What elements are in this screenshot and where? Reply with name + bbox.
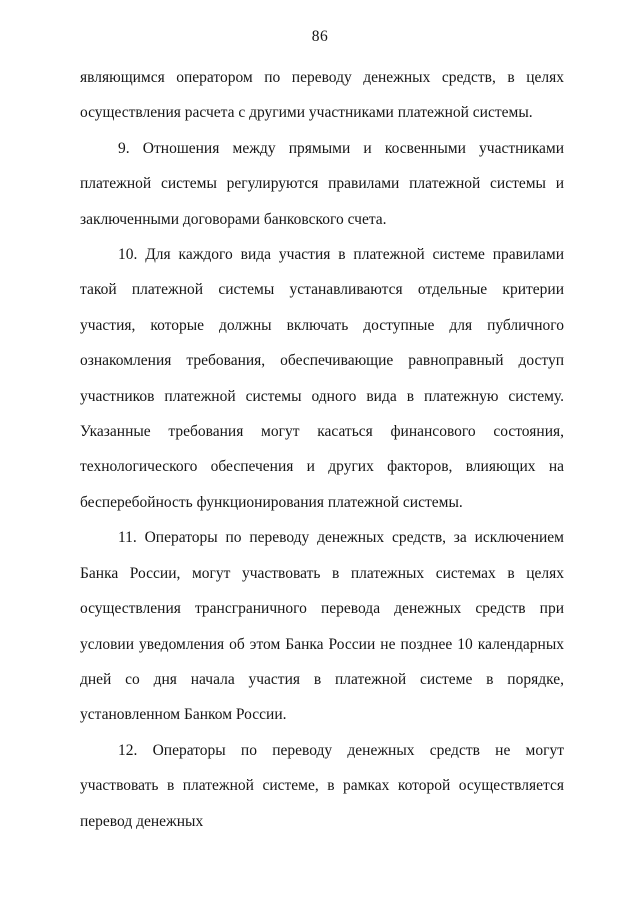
paragraph-item-9: 9. Отношения между прямыми и косвенными участниками платежной системы регулируются правилами платежной системы и заключенными договорами банковского счета. <box>80 139 564 228</box>
page-number: 86 <box>311 28 329 45</box>
paragraph-continuation: являющимся оператором по переводу денежных средств, в целях осуществления расчета с другими участниками платежной системы. <box>80 69 564 122</box>
document-body <box>80 60 564 839</box>
paragraph-item-11: 11. Операторы по переводу денежных средств, за исключением Банка России, могут участвовать в платежных системах в целях осуществления трансграничного перевода денежных средств при условии уведомления об этом Банка России не позднее 10 календарных дней со дня начала участия в платежной системе в порядке, установленном Банком России. <box>80 529 564 724</box>
paragraph-item-10: 10. Для каждого вида участия в платежной системе правилами такой платежной системы устанавливаются отдельные критерии участия, которые должны включать доступные для публичного ознакомления требования, обеспечивающие равноправный доступ участников платежной системы одного вида в платежную систему. Указанные требования могут касаться финансового состояния, технологического обеспечения и других факторов, влияющих на бесперебойность функционирования платежной системы. <box>80 246 564 511</box>
paragraph-item-12: 12. Операторы по переводу денежных средств не могут участвовать в платежной системе, в рамках которой осуществляется перевод денежных <box>80 741 564 830</box>
